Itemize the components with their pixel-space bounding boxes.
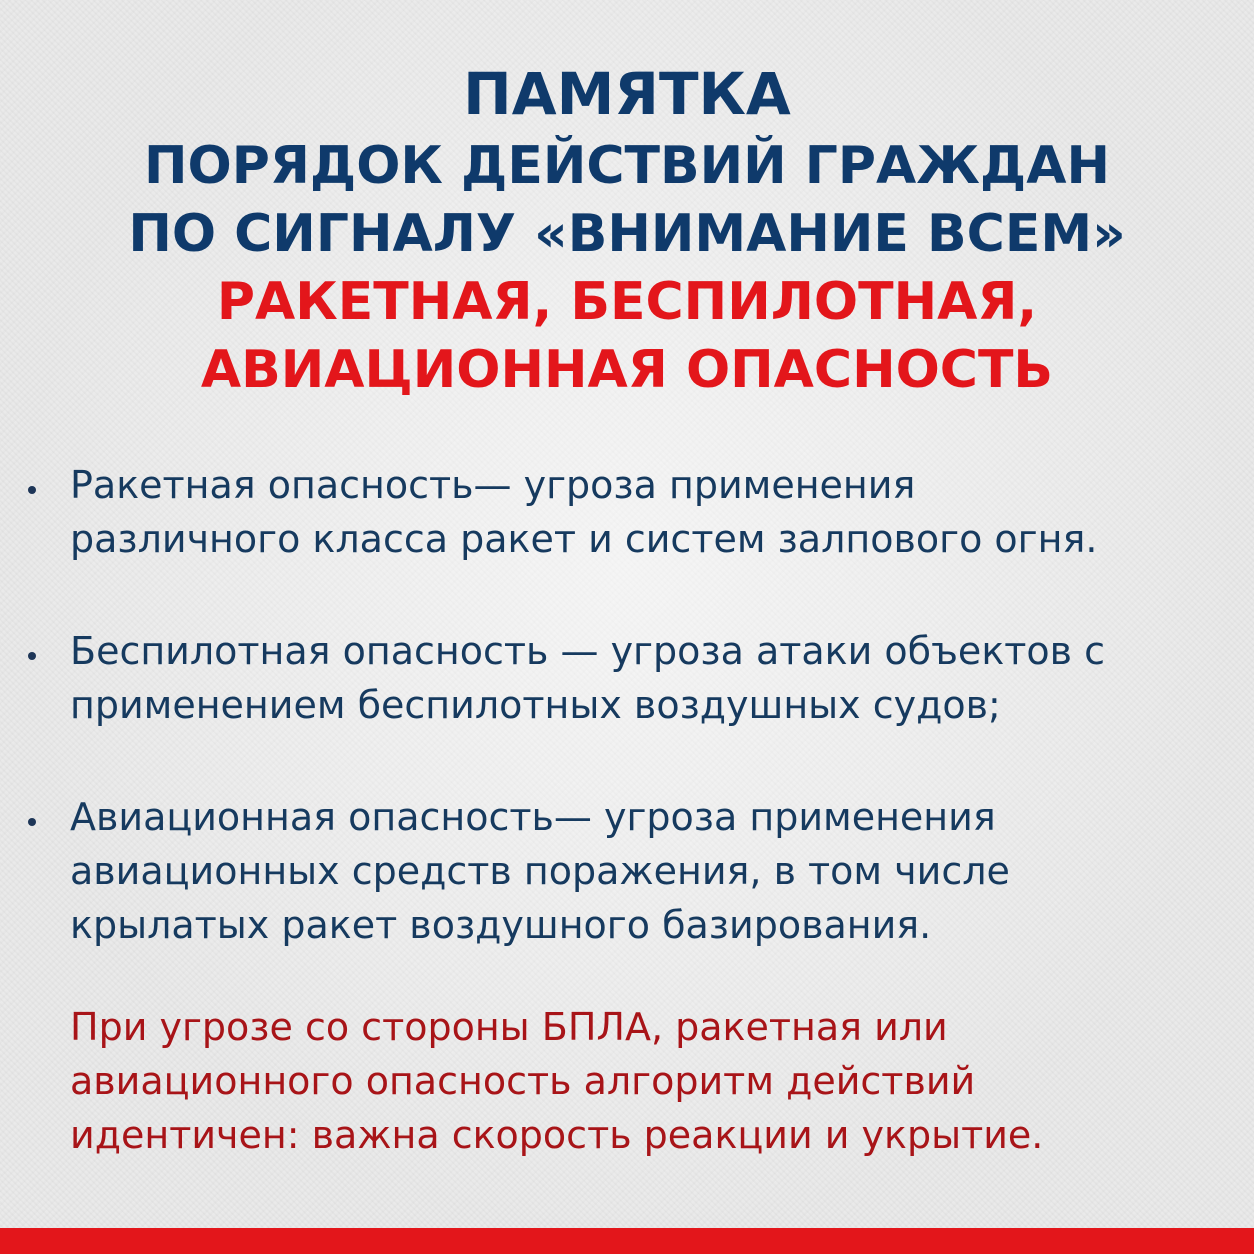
definition-text-line: различного класса ракет и систем залпового огня. (70, 517, 1098, 561)
definition-text-line: Ракетная опасность— угроза применения (70, 463, 916, 507)
note-text-line: идентичен: важна скорость реакции и укрытие. (70, 1113, 1044, 1157)
bottom-red-bar (0, 1228, 1254, 1254)
danger-types-line-1: РАКЕТНАЯ, БЕСПИЛОТНАЯ, (216, 272, 1038, 332)
memo-header (0, 56, 1254, 404)
definition-text-line: крылатых ракет воздушного базирования. (70, 903, 932, 947)
note-text-line: При угрозе со стороны БПЛА, ракетная или (70, 1005, 948, 1049)
bullet-dot-icon (28, 652, 36, 660)
bullet-dot-icon (28, 486, 36, 494)
definition-text-line: Беспилотная опасность — угроза атаки объектов с (70, 629, 1106, 673)
definition-text-line: авиационных средств поражения, в том числе (70, 849, 1010, 893)
definition-text-line: Авиационная опасность— угроза применения (70, 795, 996, 839)
definition-drone-danger (24, 624, 1224, 732)
danger-types-line-2: АВИАЦИОННАЯ ОПАСНОСТЬ (200, 340, 1054, 400)
definitions-list (24, 458, 1224, 1010)
memo-title: ПАМЯТКА (463, 60, 791, 128)
action-note (70, 1000, 1220, 1162)
definition-missile-danger (24, 458, 1224, 566)
note-text-line: авиационного опасность алгоритм действий (70, 1059, 976, 1103)
memo-subtitle-line-1: ПОРЯДОК ДЕЙСТВИЙ ГРАЖДАН (144, 136, 1110, 196)
definition-aviation-danger (24, 790, 1224, 952)
bullet-dot-icon (28, 818, 36, 826)
definition-text-line: применением беспилотных воздушных судов; (70, 683, 1001, 727)
memo-subtitle-line-2: ПО СИГНАЛУ «ВНИМАНИЕ ВСЕМ» (128, 204, 1126, 264)
